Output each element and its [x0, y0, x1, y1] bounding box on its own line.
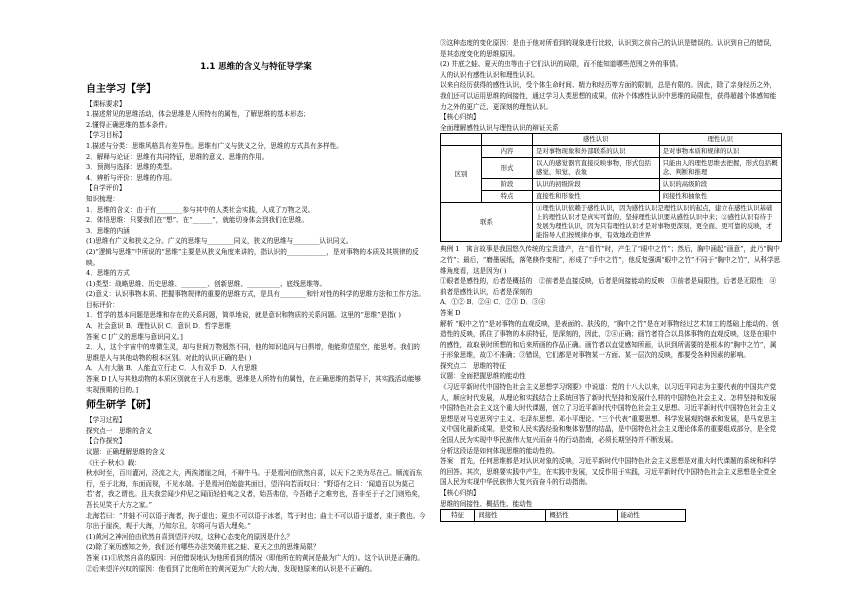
text-line: 【课标要求】	[86, 99, 126, 108]
comparison-table-title: 全面理解感性认识与理性认识的辩证关系	[440, 123, 559, 132]
table-header-rational: 理性认识	[659, 134, 781, 146]
table-label-difference: 区别	[441, 146, 482, 203]
self-study-body	[86, 99, 426, 396]
section-heading-self-study: 自主学习【学】	[86, 83, 156, 95]
text-line: 【学习过程】	[86, 416, 126, 425]
right-column	[440, 0, 782, 522]
text-line: 2．解释与论证：思维有共同特征，思维的意义、思维的作用。	[86, 152, 269, 161]
analysis-body	[440, 38, 782, 112]
text-line: 典例 1 寓言故事是我国悠久传统的宝贵遗产，在“看竹”时，产生了“眼中之竹”；然后，胸中涌起“画意”，此乃“胸中之竹”；最后，“磨墨展纸，落笔倏作变相”，形成了“手中之竹”，他反复强调“眼中之竹”不同于“胸中之竹”，从科学思维角度看，这是因为( )	[440, 245, 781, 275]
table-cell: 认识的高级阶段	[659, 179, 781, 191]
table-row	[441, 158, 782, 179]
table-label-connection: 联系	[441, 203, 533, 242]
core-summary-text: 思维的间接性、概括性、能动性	[440, 499, 533, 508]
text-line: 目标评价：	[86, 300, 119, 309]
table-cell: 以人的感觉器官直接反映事物，形式包括感觉、知觉、表象	[533, 158, 660, 179]
text-line: (1)思维有广义和狭义之分。广义的思维与________同义，狭义的思维与________认识同义。	[86, 237, 353, 246]
text-line: 探究点二 思维的特征	[440, 361, 506, 370]
text-line: 《习近平新时代中国特色社会主义思想学习纲要》中说道：党的十八大以来，以习近平同志为主要代表的中国共产党人，顺应时代发展，从理论和实践结合上系统回答了新时代坚持和发展什么样的中国特色社会主义、怎样坚持和发展中国特色社会主义这个重大时代课题，创立了习近平新时代中国特色社会主义思想。习近平新时代中国特色社会主义思想是对马克思列宁主义、毛泽东思想、邓小平理论、“三个代表”重要思想、科学发展观的继承和发展，是马克思主义中国化最新成果，是党和人民实践经验和集体智慧的结晶，是中国特色社会主义理论体系的重要组成部分，是全党全国人民为实现中华民族伟大复兴而奋斗的行动指南，必须长期坚持并不断发展。	[440, 383, 777, 445]
core-summary-heading: 【核心归纳】	[440, 113, 480, 122]
text-line: 探究点一 思维的含义	[86, 426, 152, 435]
text-line: (2)意义：认识事物本质、把握事物规律的重要的思维方式，是具有________和针对性的科学的思维方法和工作方法。	[86, 290, 426, 299]
text-line: 【学习目标】	[86, 131, 126, 140]
text-line: 议题：全面把握思维的能动性	[440, 372, 526, 381]
text-line: A．人有大脑 B．人能直立行走 C．人有双手 D．人有思维	[86, 364, 258, 373]
table-cell: 只能由人的理性思维去把握，形式包括概念、判断和推理	[659, 158, 781, 179]
table-cell: 是对事物本质和规律的认识	[659, 146, 781, 158]
text-line: (1)黄河之神河伯由欣然自喜到望洋兴叹，这种心态变化的原因是什么？	[86, 532, 294, 541]
text-line: 【自学评价】	[86, 184, 126, 193]
table-row	[441, 134, 782, 146]
document-title: 1.1 思维的含义与特征导学案	[200, 62, 312, 72]
text-line: (2)除了案历感知之外，我们还有哪些办法突破井底之蛙、夏天之虫的思维局限？	[86, 543, 320, 552]
text-line: ③这种态度的变化原因：是由于他对所看到的现象进行比较，认识到之前自己的认识是错误的。认识到自己的错误，是其态度变化的思维原因。	[440, 39, 777, 58]
text-line: 2．体悟思维：只要我们在“想”、在“______”，就能切身体会到我们在思维。	[86, 216, 309, 225]
text-line: 答案 D [人与其他动物的本质区别就在于人有思维，思维是人所特有的属性，在正确思维的指导下，其实践活动能够实现预期的目的。]	[86, 375, 422, 394]
text-line: A．①② B．②④ C．②③ D．③④	[440, 298, 546, 307]
text-line: 答案 (1)①欣然自喜的原因：河伯错误地认为他所看到的情况（即他所在的黄河是最为广大的）。这个认识是正确的。	[86, 553, 424, 562]
text-line: (2)“逻辑与思维”中所说的“思维”主要是从狭义角度来讲的，指认识的____________，是对事物的本质及其规律的反映。	[86, 247, 419, 267]
table-cell: 能动性	[617, 510, 686, 522]
text-line: 人的认识有感性认识和理性认识。	[440, 70, 539, 79]
table-cell: 是对事物现象和外部联系的认识	[533, 146, 660, 158]
table-row	[441, 179, 782, 191]
text-line: 4．思维的方式	[86, 269, 130, 278]
text-line: 2．人，这个宇宙中的卑微生灵，却与世间万物迥然不同，他的知识追问与日俱增，他能仰望星空，能思考。我们的思维是人与其他动物的根本区别。对此的认识正确的是( )	[86, 343, 420, 362]
table-cell: 特征	[441, 510, 475, 522]
teacher-student-body	[86, 415, 426, 574]
table-cell: 认识的初级阶段	[533, 179, 660, 191]
text-line: 议题：正确理解思维的含义	[86, 448, 166, 456]
left-column	[86, 0, 426, 574]
text-line: ②后来望洋兴叹的原因：他看到了比他所在的黄河更为广大的大海，发现他原来的认识是不正确的。	[86, 564, 377, 573]
text-line: 分析这段话是如何体现思维的能动性的。	[440, 446, 559, 455]
text-line: 【合作探究】	[86, 437, 126, 446]
text-line: 答案 首先，任何思维都是对认识对象的反映，习近平新时代中国特色社会主义思想是对重大时代课题的系统和科学的回答。其次，思维要实践中产生，在实践中发展，又反作用于实践，习近平新时代中国特色社会主义思想是全党全国人民为实现中华民族伟大复兴而奋斗的行动指南。	[440, 457, 777, 487]
text-line: 2.懂得正确思维的基本条件。	[86, 120, 172, 129]
table-cell: 形式	[482, 158, 533, 179]
section-heading-teacher-student: 师生研学【研】	[86, 400, 156, 412]
table-row	[441, 146, 782, 158]
text-line: 北海若曰：“井蛙不可以语于海者，拘于虚也；夏虫不可以语于冰者，笃于时也；曲士不可以语于道者，束于教也。今尔出于崖涘，观于大海，乃知尔丑，尔将可与语大理矣。”	[86, 511, 426, 531]
text-line: 1．思维的含义：由于有________参与其中的人类社会实践，人成了万物之灵。	[86, 205, 315, 214]
text-line: 答案 D	[440, 308, 461, 317]
table-cell: 概括性	[546, 510, 617, 522]
text-line: 知识梳理：	[86, 194, 119, 203]
text-line: 4．辨析与评价：思维的作用。	[86, 173, 176, 182]
table-cell: 阶段	[482, 179, 533, 191]
text-line: 1.描述与分类：思维风格具有差异性。思维有广义与狭义之分，思维的方式具有多样性。	[86, 141, 343, 150]
table-header-perceptual: 感性认识	[533, 134, 660, 146]
table-cell: 间接性	[475, 510, 546, 522]
text-line: ①眼者是感性的，后者是概括的 ②前者是直接反映，后者是间接能动的反映 ③前者是局限性，后者是无限性 ④前者是感性认识，后者是深刻的	[440, 277, 777, 296]
text-line: 以来自经历获得的感性认识，受个体生命时间、精力和经历等方面的限制，总是有限的。因此，除了亲身经历之外，我们还可以运用思维的间接性，通过学习人类思想的成果，依补个体感性认识中思维的局限性，获得超越个体感知能力之外的更广泛、更深刻的理性认识。	[440, 81, 777, 111]
text-line: A．社会意识 B．理性认识 C．意识 D．哲学思维	[86, 322, 231, 331]
table-row	[441, 191, 782, 203]
cognition-comparison-table	[440, 133, 782, 242]
table-row	[441, 510, 686, 522]
table-cell: 内容	[482, 146, 533, 158]
text-line: 秋水时至，百川灌河，泾流之大，两涘渚崖之间，不辩牛马。于是焉河伯欣然自喜，以天下之美为尽在己。顺流而东行，至于北海，东面而视，不见水端。于是焉河伯始旋其面目，望洋向若而叹曰：“野语有之曰：‘闻道百以为莫己若’者，我之谓也。且夫我尝闻少仲尼之闻而轻伯夷之义者，始吾弗信，今吾睹子之难穷也，吾非至于子之门则殆矣，吾长见笑于大方之家。”	[86, 469, 425, 509]
text-line: (2) 井底之蛙、夏天的虫等由于它们认识的局限，而不能知道哪些范围之外的事情。	[440, 60, 683, 69]
text-line: 解析 “眼中之竹”是对事物的直观反映，是表面的、肤浅的，“胸中之竹”是在对事物经过艺术加工的基础上能动的、创造性的反映，抓住了事物的本质特征，是深刻的，因此，②④正确；画竹者符合以具体事物的直观反映，这是在眼中的感性，故取景时所想的和后来所画的作品正确。画竹者以直觉感知所画，认识到所需要的是根本的“胸中之竹”，属于形象思维，故①不准确；③错误，它们都是对事物某一方面、某一层次的反映，都要受各种因素的影响。	[440, 319, 779, 360]
thinking-features-table	[440, 509, 686, 522]
table-cell: 间接性和抽象性	[659, 191, 781, 203]
core-summary-heading-2: 【核心归纳】	[440, 489, 480, 497]
text-line: (1)类型：战略思维、历史思维、________、创新思维、__________、底线思维等。	[86, 279, 327, 288]
table-row	[441, 203, 782, 242]
text-line: 答案 C [广义的思维与意识同义。]	[86, 332, 183, 341]
table-cell: 直接性和形象性	[533, 191, 660, 203]
text-line: 1．哲学的基本问题是思维和存在的关系问题，简单地说，就是意识和物质的关系问题。这里的“思维”是指( )	[86, 311, 401, 320]
text-line: 1.描述常见的思维活动，体会思维是人所特有的属性，了解思维的基本形态；	[86, 110, 310, 119]
text-line: 3．预测与选择：思维的类型。	[86, 163, 176, 172]
table-cell: 特点	[482, 191, 533, 203]
text-line: 3．思维的内涵	[86, 226, 130, 235]
example-and-inquiry-body	[440, 244, 782, 488]
text-line: 《庄子·秋水》载：	[86, 458, 141, 467]
table-cell: ①理性认识依赖于感性认识，因为感性认识是理性认识的起点，建立在感性认识基础上的理性认识才是真实可靠的，坚持理性认识要从感性认识中来；②感性认识有待于发展为理性认识，因为只有理性认识才是对事物更深刻、更全面、更可靠的反映，才能指导人们按规律办事，有效地改造世界	[533, 203, 782, 242]
